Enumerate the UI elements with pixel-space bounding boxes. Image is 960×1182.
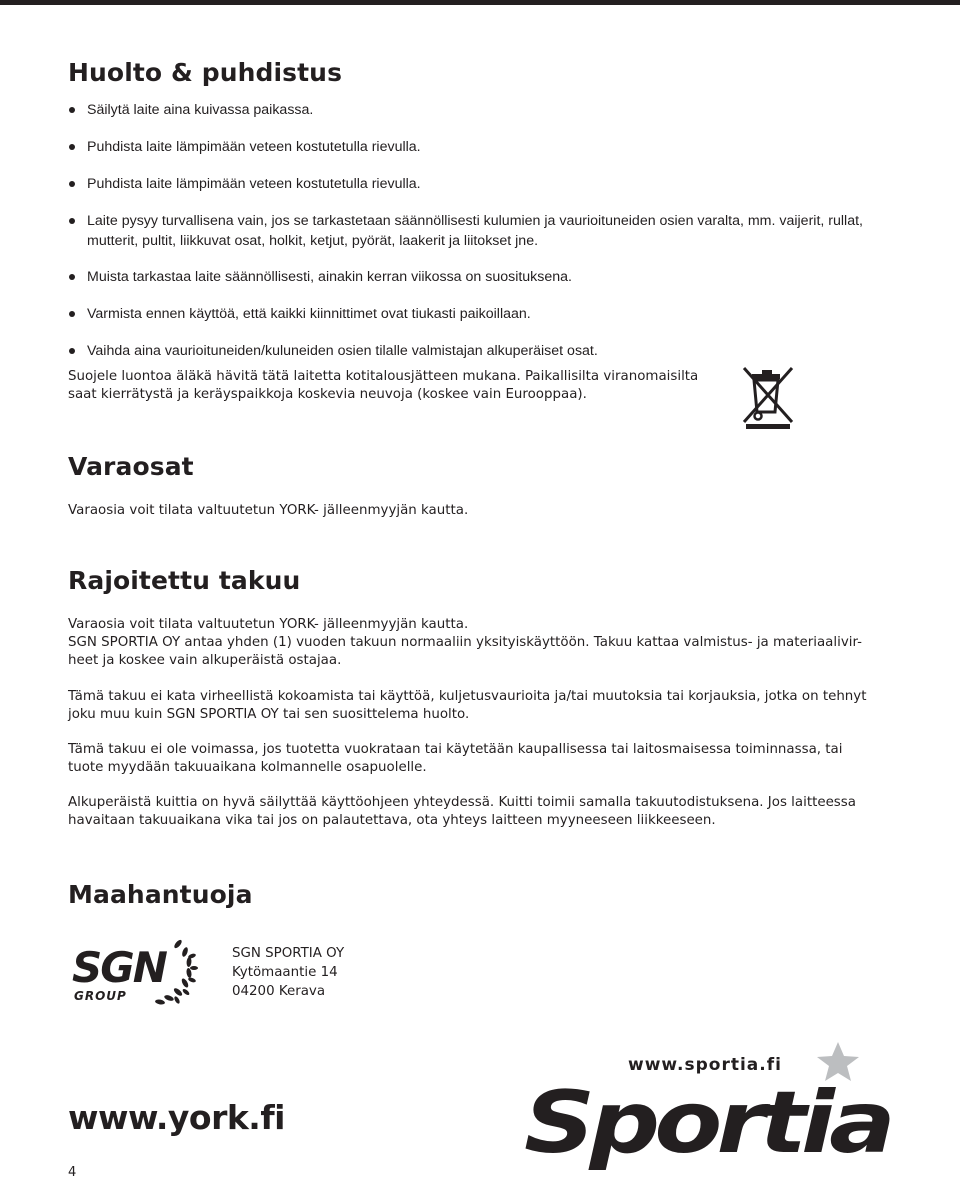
- postal-address: 04200 Kerava: [232, 984, 326, 999]
- york-website[interactable]: www.york.fi: [68, 1098, 285, 1137]
- warranty-heading: Rajoitettu takuu: [68, 566, 301, 595]
- list-item: Muista tarkastaa laite säännöllisesti, ainakin kerran viikossa on suosituksena.: [68, 267, 898, 287]
- list-item: Säilytä laite aina kuivassa paikassa.: [68, 100, 898, 120]
- importer-heading: Maahantuoja: [68, 880, 253, 909]
- environment-line: saat kierrätystä ja keräyspaikkoja koskevia neuvoja (koskee vain Eurooppaa).: [68, 387, 587, 402]
- company-name: SGN SPORTIA OY: [232, 946, 345, 961]
- warranty-line: heet ja koskee vain alkuperäistä ostajaa.: [68, 653, 342, 668]
- spare-parts-heading: Varaosat: [68, 452, 194, 481]
- sportia-logo: [520, 1040, 900, 1170]
- page-number: 4: [68, 1165, 77, 1180]
- sportia-brand: Sportia: [524, 1073, 890, 1170]
- warranty-line: SGN SPORTIA OY antaa yhden (1) vuoden takuun normaaliin yksityiskäyttöön. Takuu kattaa valmistus- ja materiaalivir-: [68, 635, 862, 650]
- spare-parts-text: Varaosia voit tilata valtuutetun YORK- jälleenmyyjän kautta.: [68, 503, 469, 518]
- warranty-line: havaitaan takuuaikana vika tai jos on palautettava, ota yhteys laitteen myyneeseen liikkeeseen.: [68, 813, 716, 828]
- warranty-line: Tämä takuu ei ole voimassa, jos tuotetta vuokrataan tai käytetään kaupallisessa tai laitosmaisessa toiminnassa, tai: [68, 742, 843, 757]
- crossed-out-wheelie-bin-icon: [740, 364, 796, 430]
- importer-address: [232, 944, 344, 1001]
- list-item: Vaihda aina vaurioituneiden/kuluneiden osien tilalle valmistajan alkuperäiset osat.: [68, 341, 898, 361]
- warranty-paragraph: [68, 616, 898, 670]
- sgn-group-logo: [68, 932, 200, 1008]
- sgn-logo-subtext: GROUP: [74, 989, 127, 1003]
- warranty-line: Alkuperäistä kuittia on hyvä säilyttää käyttöohjeen yhteydessä. Kuitti toimii samalla takuutodistuksena. Jos laitteessa: [68, 795, 856, 810]
- list-item: Varmista ennen käyttöä, että kaikki kiinnittimet ovat tiukasti paikoillaan.: [68, 304, 898, 324]
- warranty-paragraph: [68, 794, 898, 830]
- sportia-url: www.sportia.fi: [628, 1055, 782, 1075]
- environment-notice: [68, 368, 728, 404]
- list-item: Puhdista laite lämpimään veteen kostutetulla rievulla.: [68, 137, 898, 157]
- care-heading: Huolto & puhdistus: [68, 58, 343, 87]
- warranty-line: Varaosia voit tilata valtuutetun YORK- jälleenmyyjän kautta.: [68, 617, 469, 632]
- care-bullet-list: [68, 100, 898, 361]
- warranty-line: Tämä takuu ei kata virheellistä kokoamista tai käyttöä, kuljetusvaurioita ja/tai muutoksia tai korjauksia, jotka on tehnyt: [68, 689, 867, 704]
- environment-line: Suojele luontoa äläkä hävitä tätä laitetta kotitalousjätteen mukana. Paikallisilta viranomaisilta: [68, 369, 699, 384]
- list-item: Laite pysyy turvallisena vain, jos se tarkastetaan säännöllisesti kulumien ja vaurioituneiden osien varalta, mm. vaijerit, rullat, mutterit, pultit, liikkuvat osat, holkit, ketjut, pyörät, laakerit ja liitokset jne.: [68, 211, 898, 251]
- street-address: Kytömaantie 14: [232, 965, 338, 980]
- warranty-paragraph: [68, 741, 898, 777]
- list-item: Puhdista laite lämpimään veteen kostutetulla rievulla.: [68, 174, 898, 194]
- warranty-paragraph: [68, 688, 898, 724]
- warranty-line: tuote myydään takuuaikana kolmannelle osapuolelle.: [68, 760, 427, 775]
- sgn-logo-text: SGN: [72, 943, 166, 992]
- top-rule: [0, 0, 960, 5]
- warranty-line: joku muu kuin SGN SPORTIA OY tai sen suosittelema huolto.: [68, 707, 470, 722]
